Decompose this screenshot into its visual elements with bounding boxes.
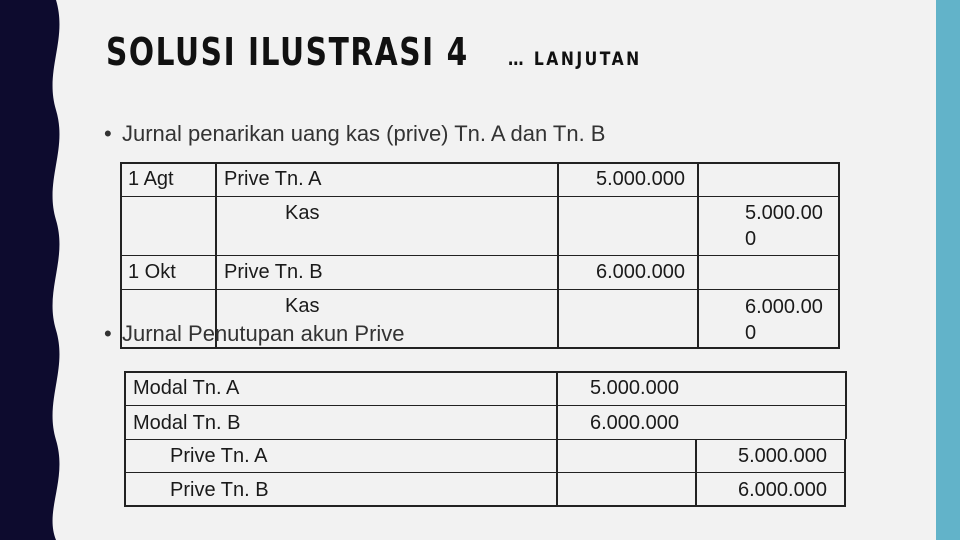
table1-border-top [120, 162, 840, 164]
table2-account: Prive Tn. A [170, 445, 268, 467]
table2-row-divider [124, 472, 846, 473]
table1-date: 1 Agt [128, 168, 174, 190]
left-decorative-band [0, 0, 70, 540]
table1-border-bottom [120, 347, 840, 349]
right-accent-band [936, 0, 960, 540]
table2-account: Modal Tn. A [133, 377, 240, 399]
table2-account: Modal Tn. B [133, 412, 241, 434]
table1-row-divider [120, 196, 840, 197]
table1-debit: 6.000.000 [596, 261, 685, 283]
table1-account: Prive Tn. A [224, 168, 322, 190]
title-subtitle: … LANJUTAN [508, 48, 642, 70]
table1-account: Kas [285, 202, 320, 224]
table1-account: Prive Tn. B [224, 261, 323, 283]
bullet-text: Jurnal penarikan uang kas (prive) Tn. A dan Tn. B [122, 121, 606, 146]
bullet-marker: • [104, 321, 112, 346]
table2-debit: 6.000.000 [590, 412, 679, 434]
bullet-journal-withdrawal [104, 121, 605, 147]
bullet-marker: • [104, 121, 112, 146]
bullet-text: Jurnal Penutupan akun Prive [122, 321, 405, 346]
slide-title [106, 30, 642, 74]
table1-date: 1 Okt [128, 261, 176, 283]
table2-border-right [844, 439, 846, 507]
table1-credit: 6.000.00 0 [745, 296, 823, 344]
bullet-journal-closing [104, 321, 405, 347]
title-main: SOLUSI ILUSTRASI 4 [106, 30, 469, 74]
table2-account: Prive Tn. B [170, 479, 269, 501]
table2-row-divider [124, 439, 846, 440]
table2-border-bottom [124, 505, 846, 507]
table2-border-top [124, 371, 846, 373]
table2-debit: 5.000.000 [590, 377, 679, 399]
table2-credit: 6.000.000 [738, 479, 827, 501]
table1-row-divider [120, 289, 840, 290]
table1-credit: 5.000.00 0 [745, 202, 823, 250]
table1-account: Kas [285, 295, 320, 317]
table2-credit: 5.000.000 [738, 445, 827, 467]
table2-row-divider [124, 405, 846, 406]
table1-debit: 5.000.000 [596, 168, 685, 190]
table1-row-divider [120, 255, 840, 256]
table2-col-divider [695, 439, 697, 507]
